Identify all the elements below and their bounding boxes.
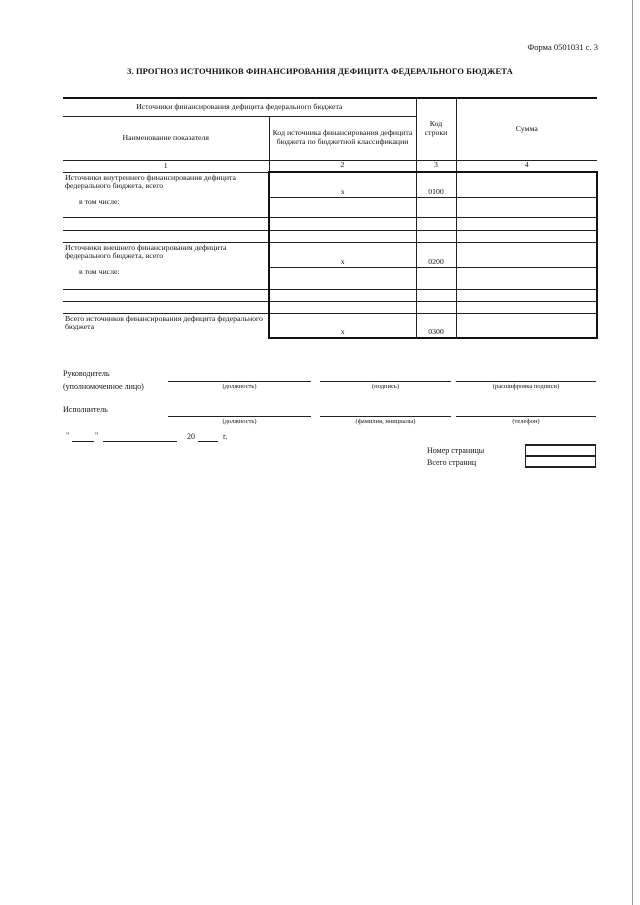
row-cell — [269, 267, 416, 289]
total-pages-label: Всего страниц — [427, 458, 477, 467]
executor-caption-name: (фамилия, инициалы) — [355, 418, 416, 425]
col-num-1: 1 — [63, 160, 269, 172]
financing-sources-table — [63, 97, 598, 339]
executor-position-line — [168, 416, 311, 417]
executor-phone-line — [456, 416, 596, 417]
row-cell — [269, 289, 416, 301]
row-code-internal: x — [269, 172, 416, 197]
table-row-blank — [63, 217, 597, 230]
row-cell — [416, 197, 456, 217]
row-cell — [456, 289, 597, 301]
header-name: Наименование показателя — [63, 116, 269, 160]
row-cell — [269, 217, 416, 230]
row-label-total: Всего источников финансирования дефицита федерального бюджета — [63, 313, 269, 338]
table-row-blank — [63, 301, 597, 313]
page-number-box[interactable] — [525, 444, 596, 456]
row-cell — [456, 197, 597, 217]
row-sum-total — [456, 313, 597, 338]
head-caption-signature: (подпись) — [372, 383, 399, 390]
col-num-4: 4 — [456, 160, 597, 172]
row-sum-external — [456, 242, 597, 267]
row-code-total: x — [269, 313, 416, 338]
row-cell — [456, 301, 597, 313]
table-row-external — [63, 242, 597, 267]
row-cell — [416, 230, 456, 242]
col-num-3: 3 — [416, 160, 456, 172]
row-cell — [269, 197, 416, 217]
row-cell — [456, 230, 597, 242]
head-label: Руководитель — [63, 369, 110, 378]
row-label-external: Источники внешнего финансирования дефицита федерального бюджета, всего — [63, 242, 269, 267]
table-row-blank — [63, 230, 597, 242]
row-label-internal: Источники внутреннего финансирования дефицита федерального бюджета, всего — [63, 172, 269, 197]
row-label-external-incl: в том числе: — [63, 267, 269, 289]
head-caption-position: (должность) — [222, 383, 257, 390]
head-signature-line — [320, 381, 451, 382]
row-cell — [269, 301, 416, 313]
date-open-quote: " — [66, 431, 70, 440]
row-code-external: x — [269, 242, 416, 267]
head-name-line — [456, 381, 596, 382]
executor-caption-position: (должность) — [222, 418, 257, 425]
row-cell — [269, 230, 416, 242]
head-sublabel: (уполномоченное лицо) — [63, 382, 144, 391]
row-sum-internal — [456, 172, 597, 197]
row-cell — [416, 217, 456, 230]
executor-label: Исполнитель — [63, 405, 108, 414]
row-label-internal-incl: в том числе: — [63, 197, 269, 217]
table-row-internal — [63, 172, 597, 197]
group-header-row — [63, 98, 597, 116]
executor-name-line — [320, 416, 451, 417]
group-header: Источники финансирования дефицита федерального бюджета — [63, 98, 416, 116]
executor-caption-phone: (телефон) — [512, 418, 540, 425]
header-source-code: Код источника финансирования дефицита бюджета по бюджетной классификации — [269, 116, 416, 160]
row-cell — [63, 217, 269, 230]
page-edge — [632, 0, 633, 905]
row-cell — [456, 217, 597, 230]
date-close-quote: " — [95, 431, 99, 440]
page-number-label: Номер страницы — [427, 446, 485, 455]
date-year-prefix: 20 — [187, 432, 195, 441]
col-num-2: 2 — [269, 160, 416, 172]
table-row-external-incl — [63, 267, 597, 289]
head-caption-name: (расшифровка подписи) — [492, 383, 560, 390]
date-day-line — [72, 441, 94, 442]
form-reference: Форма 0501031 с. 3 — [527, 42, 598, 52]
column-number-row — [63, 160, 597, 172]
row-cell — [416, 289, 456, 301]
row-cell — [416, 301, 456, 313]
section-title: 3. ПРОГНОЗ ИСТОЧНИКОВ ФИНАНСИРОВАНИЯ ДЕФИЦИТА ФЕДЕРАЛЬНОГО БЮДЖЕТА — [127, 66, 513, 76]
row-cell — [456, 267, 597, 289]
row-cell — [63, 289, 269, 301]
head-position-line — [168, 381, 311, 382]
row-number-external: 0200 — [416, 242, 456, 267]
header-sum: Сумма — [456, 98, 597, 160]
header-row-code: Код строки — [416, 98, 456, 160]
total-pages-box[interactable] — [525, 456, 596, 468]
date-year-line — [198, 441, 218, 442]
date-month-line — [103, 441, 177, 442]
table-row-internal-incl — [63, 197, 597, 217]
row-number-internal: 0100 — [416, 172, 456, 197]
row-cell — [63, 301, 269, 313]
date-year-suffix: г. — [223, 432, 228, 441]
table-row-blank — [63, 289, 597, 301]
row-cell — [416, 267, 456, 289]
table-row-total — [63, 313, 597, 338]
row-number-total: 0300 — [416, 313, 456, 338]
row-cell — [63, 230, 269, 242]
